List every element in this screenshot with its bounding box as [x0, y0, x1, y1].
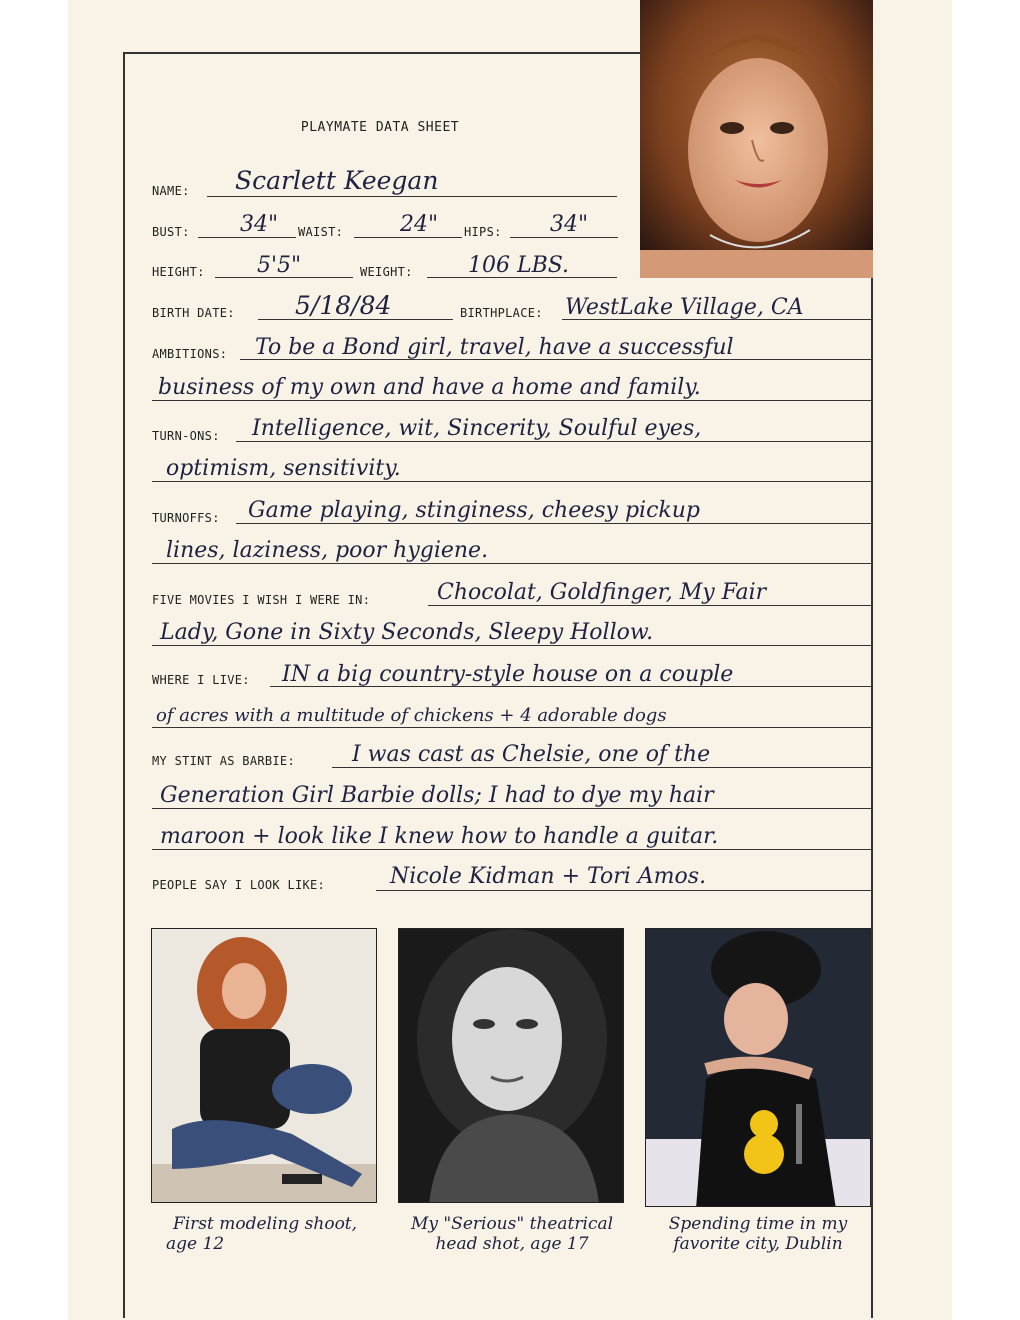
barbie-line-3 — [152, 849, 872, 850]
ambitions-text-2: business of my own and have a home and family. — [158, 375, 701, 400]
bust-value: 34" — [240, 212, 279, 237]
waist-line — [354, 237, 462, 238]
photo-theatrical-head-shot — [398, 928, 624, 1203]
barbie-text-2: Generation Girl Barbie dolls; I had to dye my hair — [160, 783, 714, 808]
weight-value: 106 LBS. — [468, 253, 570, 278]
movies-label: FIVE MOVIES I WISH I WERE IN: — [152, 593, 371, 607]
height-value: 5'5" — [257, 253, 302, 278]
hips-value: 34" — [550, 212, 589, 237]
waist-value: 24" — [400, 212, 439, 237]
turnons-label: TURN-ONS: — [152, 429, 220, 443]
name-label: NAME: — [152, 184, 190, 198]
live-text-2: of acres with a multitude of chickens + 4 adorable dogs — [156, 705, 667, 726]
live-line-2 — [152, 727, 872, 728]
turnoffs-line-2 — [152, 563, 872, 564]
turnoffs-line-1 — [236, 523, 872, 524]
caption-theatrical-head-shot — [384, 1215, 640, 1254]
birthdate-value: 5/18/84 — [295, 291, 392, 320]
caption-2-line-1: My "Serious" theatrical — [410, 1214, 614, 1234]
movies-text-1: Chocolat, Goldfinger, My Fair — [437, 580, 767, 605]
ambitions-text-1: To be a Bond girl, travel, have a successful — [255, 335, 734, 360]
photo-dublin — [645, 928, 871, 1207]
barbie-text-3: maroon + look like I knew how to handle a guitar. — [160, 824, 719, 849]
caption-1-line-1: First modeling shoot, — [172, 1214, 358, 1234]
name-value: Scarlett Keegan — [235, 166, 439, 195]
portrait-photo — [640, 0, 873, 278]
sheet-title: PLAYMATE DATA SHEET — [300, 120, 460, 135]
bust-line — [198, 237, 296, 238]
lookalike-value: Nicole Kidman + Tori Amos. — [390, 864, 707, 889]
height-label: HEIGHT: — [152, 265, 205, 279]
ambitions-label: AMBITIONS: — [152, 347, 228, 361]
movies-text-2: Lady, Gone in Sixty Seconds, Sleepy Hollow. — [160, 620, 654, 645]
live-label: WHERE I LIVE: — [152, 673, 250, 687]
turnons-line-2 — [152, 481, 872, 482]
ambitions-line-2 — [152, 400, 872, 401]
hips-label: HIPS: — [464, 225, 502, 239]
caption-dublin — [638, 1215, 878, 1254]
birthplace-label: BIRTHPLACE: — [460, 306, 543, 320]
barbie-text-1: I was cast as Chelsie, one of the — [352, 742, 711, 767]
turnoffs-text-2: lines, laziness, poor hygiene. — [166, 538, 489, 563]
lookalike-label: PEOPLE SAY I LOOK LIKE: — [152, 878, 326, 892]
caption-first-modeling-shoot — [140, 1215, 390, 1254]
barbie-label: MY STINT AS BARBIE: — [152, 754, 295, 768]
lookalike-line — [376, 890, 872, 891]
hips-line — [510, 237, 618, 238]
barbie-line-2 — [152, 808, 872, 809]
turnons-line-1 — [236, 441, 872, 442]
turnoffs-text-1: Game playing, stinginess, cheesy pickup — [248, 498, 700, 523]
turnons-text-1: Intelligence, wit, Sincerity, Soulful eyes, — [252, 416, 702, 441]
movies-line-2 — [152, 645, 872, 646]
caption-1-line-2: age 12 — [166, 1233, 225, 1254]
photo-first-modeling-shoot — [151, 928, 377, 1203]
bust-label: BUST: — [152, 225, 190, 239]
caption-2-line-2: head shot, age 17 — [435, 1233, 589, 1254]
live-text-1: IN a big country-style house on a couple — [282, 662, 734, 687]
name-line — [207, 196, 617, 197]
birthdate-label: BIRTH DATE: — [152, 306, 235, 320]
caption-3-line-2: favorite city, Dublin — [673, 1233, 843, 1254]
birthplace-value: WestLake Village, CA — [565, 295, 804, 320]
caption-3-line-1: Spending time in my — [668, 1214, 848, 1234]
turnoffs-label: TURNOFFS: — [152, 511, 220, 525]
waist-label: WAIST: — [298, 225, 344, 239]
movies-line-1 — [428, 605, 872, 606]
weight-label: WEIGHT: — [360, 265, 413, 279]
barbie-line-1 — [332, 767, 872, 768]
turnons-text-2: optimism, sensitivity. — [166, 456, 401, 481]
